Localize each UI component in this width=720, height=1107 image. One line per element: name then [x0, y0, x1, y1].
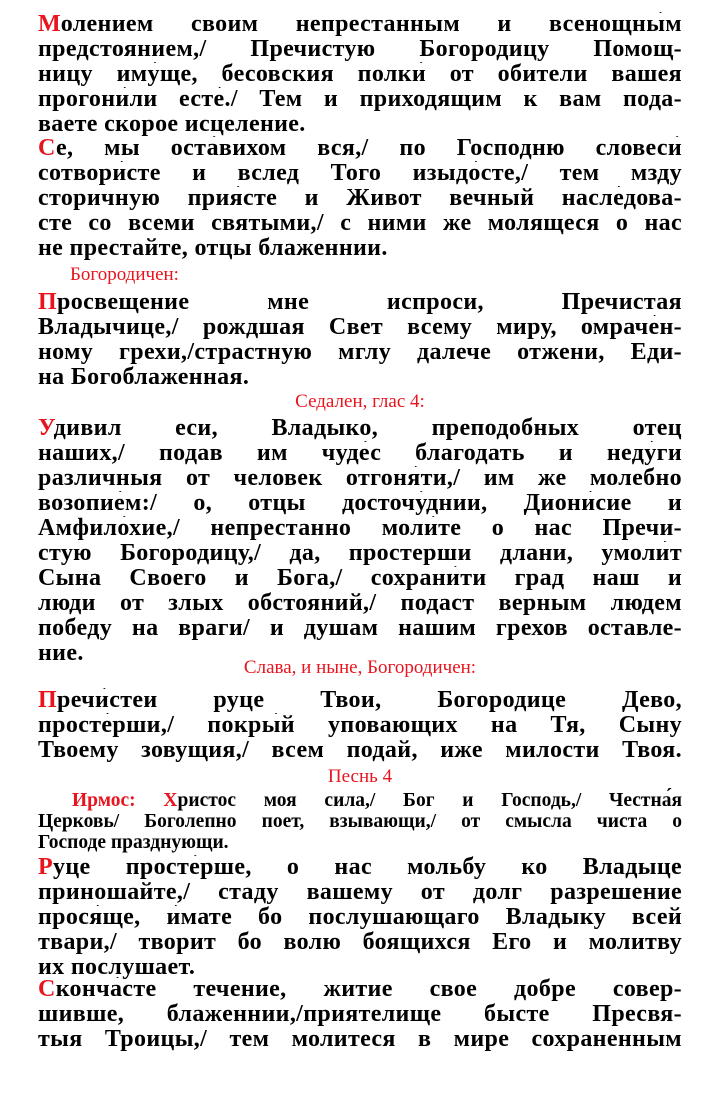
text-line: на Богоблаженная. — [38, 365, 250, 390]
text-line: тыя Троицы,/ тем молитеся в мире сохраненным — [38, 1027, 682, 1052]
drop-cap: С — [38, 136, 56, 161]
text-line: Владычице,/ рождшая Свет всему миру, омраче́н- — [38, 315, 682, 340]
text-line: Сына Своего и Бога,/ сохрани́ти град наш и — [38, 566, 682, 591]
text-line: Удивил еси, Владыко, преподобных отец — [38, 416, 682, 441]
drop-cap: П — [38, 290, 58, 315]
slava-bogorodichen-text — [38, 688, 682, 763]
text-line: Господе празднующи. — [38, 832, 229, 853]
text-line: Амфило́хие,/ непрестанно моли́те о нас Пречи- — [38, 516, 682, 541]
drop-cap: У — [38, 416, 54, 441]
text-line: наших,/ подав им чуде́с благодать и неду́ги — [38, 441, 682, 466]
text-line: Ирмос: Христос моя сила,/ Бог и Господь,/ Честна́я — [72, 790, 683, 811]
drop-cap: Р — [38, 855, 54, 880]
rubric-bogorodichen: Богородичен: — [70, 264, 179, 285]
troparion-2 — [38, 136, 682, 261]
text-line: стую Богородицу,/ да, простерши длани, умоли́т — [38, 541, 682, 566]
troparion-4 — [38, 977, 682, 1052]
text-line: ваете скорое исцеление. — [38, 112, 306, 137]
text-line: приношайте,/ стаду вашему от долг разрешение — [38, 880, 682, 905]
irmos — [38, 790, 682, 853]
rubric-sedalen: Седален, глас 4: — [295, 391, 425, 412]
drop-cap: М — [38, 12, 61, 37]
text-line: Сконча́сте течение, житие свое добре совер- — [38, 977, 682, 1002]
text-line: ние. — [38, 641, 84, 666]
text-line: Се, мы оста́вихом вся,/ по Господню словеси́ — [38, 136, 682, 161]
sedalen-text — [38, 416, 682, 666]
text-line: их послушает. — [38, 955, 196, 980]
rubric-pesn: Песнь 4 — [327, 766, 393, 787]
text-line: Просвещение мне испроси, Пречистая — [38, 290, 682, 315]
text-line: Руце просте́рше, о нас мольбу ко Владыце — [38, 855, 682, 880]
text-line: не престайте, отцы блаженнии. — [38, 236, 388, 261]
text-line: шивше, блаженнии,/приятелище бысте Пресвя- — [38, 1002, 682, 1027]
text-line: сотвори́сте и вслед Того изыдо́сте,/ тем мзду — [38, 161, 682, 186]
text-line: прогони́ли есте́./ Тем и приходящим к вам пода- — [38, 87, 682, 112]
irmos-label: Ирмос: — [72, 790, 136, 811]
text-line: сторичную прия́сте и Живот вечный насле́дова- — [38, 186, 682, 211]
drop-cap: Х — [163, 790, 178, 811]
troparion-1 — [38, 12, 682, 137]
text-line: возопие́м:/ о, отцы досточу́днии, Диони́сие и — [38, 491, 682, 516]
text-line: просте́рши,/ покры́й уповающих на Тя, Сыну — [38, 713, 682, 738]
text-line: Церковь/ Боголепно поет, взывающи,/ от смысла чиста о — [38, 811, 682, 832]
text-line: прося́ще, и́мате бо послушающаго Владыку всей — [38, 905, 682, 930]
text-line: победу на враги/ и душам нашим грехов оставле- — [38, 616, 682, 641]
text-line: ному грехи,/страстную мглу далече отжени, Еди- — [38, 340, 682, 365]
drop-cap: С — [38, 977, 56, 1002]
text-line: различныя от человек отгоня́ти,/ им же молебно — [38, 466, 682, 491]
drop-cap: П — [38, 688, 58, 713]
bogorodichen-text — [38, 290, 682, 390]
text-line: сте со всеми святыми,/ с ними же молящеся о нас — [38, 211, 682, 236]
text-line: Твоему зовущия,/ всем подай, иже милости Твоя. — [38, 738, 682, 763]
text-line: твари,/ творит бо волю боящихся Его и молитву — [38, 930, 682, 955]
troparion-3 — [38, 855, 682, 980]
text-line: ницу иму́ще, бесовския полки́ от обители вашея — [38, 62, 682, 87]
text-line: Молением своим непрестанным и всенощны́м — [38, 12, 682, 37]
text-line: Пречи́стеи руце Твои, Богородице Дево, — [38, 688, 682, 713]
text-line: предстоянием,/ Пречистую Богородицу Помощ- — [38, 37, 682, 62]
rubric-slava: Слава, и ныне, Богородичен: — [243, 657, 477, 678]
text-line: люди от злых обстояний,/ подаст верным людем — [38, 591, 682, 616]
